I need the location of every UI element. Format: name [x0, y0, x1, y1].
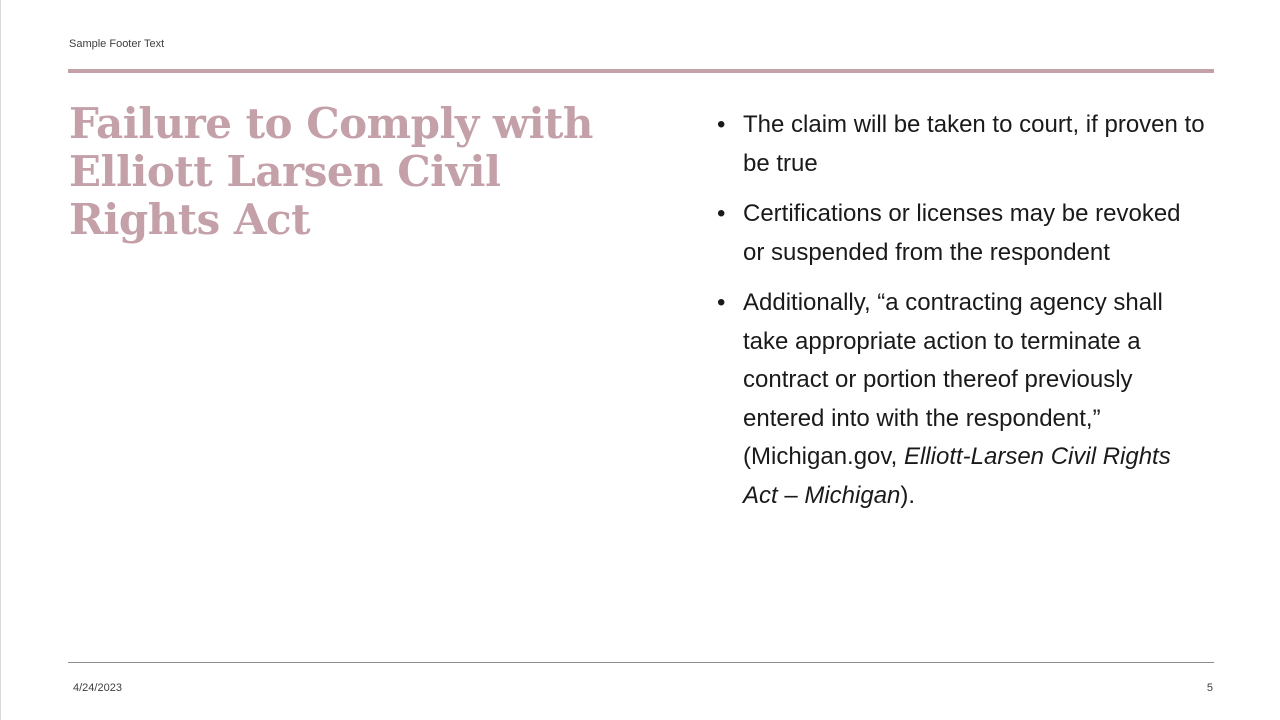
page-number: 5 — [1206, 682, 1213, 694]
footer-text-top: Sample Footer Text — [69, 38, 165, 50]
bullet-dot-icon: • — [717, 289, 726, 316]
bullet-dot-icon: • — [717, 111, 726, 138]
citation-title: Elliott-Larsen Civil Rights Act – Michigan — [743, 443, 1171, 509]
footer-date: 4/24/2023 — [73, 682, 122, 694]
bullet-item — [717, 284, 1207, 515]
bullet-text: Additionally, “a contracting agency shall take appropriate action to terminate a contract or portion thereof previously entered into with the respondent,” (Michigan.gov, — [743, 289, 1163, 470]
citation-tail: ). — [900, 481, 916, 509]
bullet-item — [717, 106, 1207, 183]
bullet-dot-icon: • — [717, 200, 726, 227]
slide-title: Failure to Comply with Elliott Larsen Civil Rights Act — [69, 99, 593, 244]
bullet-text: Certifications or licenses may be revoked or suspended from the respondent — [743, 200, 1181, 266]
top-divider — [68, 69, 1214, 73]
bullet-list — [717, 106, 1207, 527]
bottom-divider — [68, 662, 1214, 663]
bullet-item — [717, 195, 1207, 272]
bullet-text: The claim will be taken to court, if proven to be true — [743, 111, 1205, 177]
